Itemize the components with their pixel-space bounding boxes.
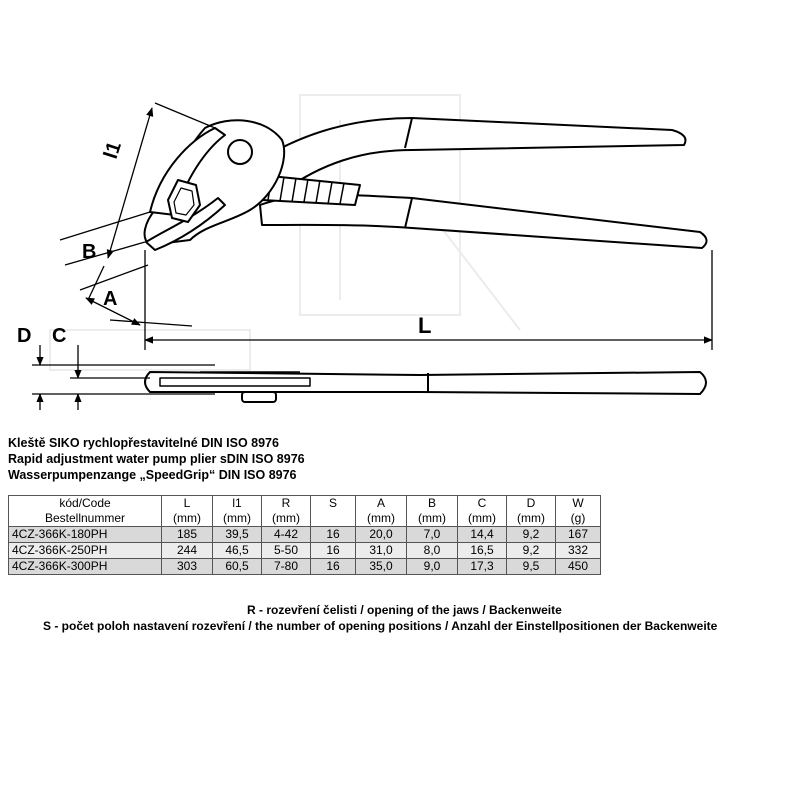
table-cell: 16,5	[458, 543, 507, 559]
table-header-cell	[9, 496, 162, 527]
notes	[0, 602, 800, 634]
header-line-2: (mm)	[517, 511, 545, 525]
header-line-2: (mm)	[418, 511, 446, 525]
title-german: Wasserpumpenzange „SpeedGrip“ DIN ISO 8976	[8, 468, 297, 482]
header-line-2: (mm)	[223, 511, 251, 525]
table-header-cell	[213, 496, 262, 527]
dim-label-a: A	[103, 288, 118, 310]
table-cell: 7-80	[262, 559, 311, 575]
table-cell: 16	[311, 559, 356, 575]
table-cell: 20,0	[356, 527, 407, 543]
title-english: Rapid adjustment water pump plier sDIN ISO 8976	[8, 452, 305, 466]
header-line-2: (g)	[570, 511, 586, 525]
pliers-side-view	[145, 372, 706, 402]
table-cell: 4-42	[262, 527, 311, 543]
table-cell: 8,0	[407, 543, 458, 559]
header-line-2: (mm)	[173, 511, 201, 525]
table-cell: 16	[311, 543, 356, 559]
header-line-1: S	[328, 496, 337, 510]
header-line-2: (mm)	[367, 511, 395, 525]
table-header-cell	[556, 496, 601, 527]
table-cell: 16	[311, 527, 356, 543]
table-cell: 17,3	[458, 559, 507, 575]
header-line-2	[313, 511, 353, 526]
header-line-1: R	[281, 496, 291, 510]
specification-table	[8, 495, 601, 575]
header-line-1: kód/Code	[59, 496, 111, 510]
table-cell: 9,0	[407, 559, 458, 575]
table-cell: 167	[556, 527, 601, 543]
product-code-cell: 4CZ-366K-180PH	[9, 527, 162, 543]
title-czech: Kleště SIKO rychlopřestavitelné DIN ISO 8976	[8, 436, 279, 450]
table-cell: 244	[162, 543, 213, 559]
product-code-cell: 4CZ-366K-250PH	[9, 543, 162, 559]
pliers-top-view	[145, 118, 707, 250]
header-line-1: W	[572, 496, 584, 510]
header-line-1: C	[477, 496, 487, 510]
dim-line-b	[88, 266, 104, 300]
header-line-1: D	[526, 496, 536, 510]
table-body	[9, 527, 601, 575]
product-titles	[8, 435, 305, 483]
table-header-cell	[262, 496, 311, 527]
header-line-1: L	[183, 496, 191, 510]
header-line-2: (mm)	[468, 511, 496, 525]
upper-handle	[260, 118, 686, 190]
note-s-definition: S - počet poloh nastavení rozevření / the number of opening positions / Anzahl der Einstellpositionen der Backenweite	[43, 619, 718, 633]
table-header-cell	[507, 496, 556, 527]
table-cell: 39,5	[213, 527, 262, 543]
header-line-1: B	[427, 496, 436, 510]
table-row	[9, 527, 601, 543]
note-r-definition: R - rozevření čelisti / opening of the jaws / Backenweite	[247, 603, 562, 617]
dim-label-d: D	[17, 325, 32, 347]
dim-label-c: C	[52, 325, 67, 347]
header-line-2: Bestellnummer	[44, 511, 126, 525]
table-cell: 46,5	[213, 543, 262, 559]
table-row	[9, 559, 601, 575]
table-cell: 14,4	[458, 527, 507, 543]
header-line-1: A	[376, 496, 385, 510]
table-row	[9, 543, 601, 559]
dim-label-b: B	[82, 241, 97, 263]
table-cell: 9,2	[507, 543, 556, 559]
table-cell: 332	[556, 543, 601, 559]
table-cell: 7,0	[407, 527, 458, 543]
table-header-row	[9, 496, 601, 527]
table-cell: 35,0	[356, 559, 407, 575]
table-cell: 60,5	[213, 559, 262, 575]
table-cell: 5-50	[262, 543, 311, 559]
table-cell: 9,5	[507, 559, 556, 575]
header-line-2: (mm)	[272, 511, 300, 525]
table-cell: 185	[162, 527, 213, 543]
header-line-1: l1	[232, 496, 242, 510]
table-cell: 31,0	[356, 543, 407, 559]
table-header-cell	[356, 496, 407, 527]
product-code-cell: 4CZ-366K-300PH	[9, 559, 162, 575]
table-header-cell	[311, 496, 356, 527]
table-cell: 450	[556, 559, 601, 575]
table-cell: 303	[162, 559, 213, 575]
dim-label-l1: l1	[99, 138, 126, 162]
table-header-cell	[407, 496, 458, 527]
table-header-cell	[162, 496, 213, 527]
dim-label-l: L	[418, 313, 432, 338]
table-cell: 9,2	[507, 527, 556, 543]
table-header-cell	[458, 496, 507, 527]
pivot-circle	[228, 140, 252, 164]
